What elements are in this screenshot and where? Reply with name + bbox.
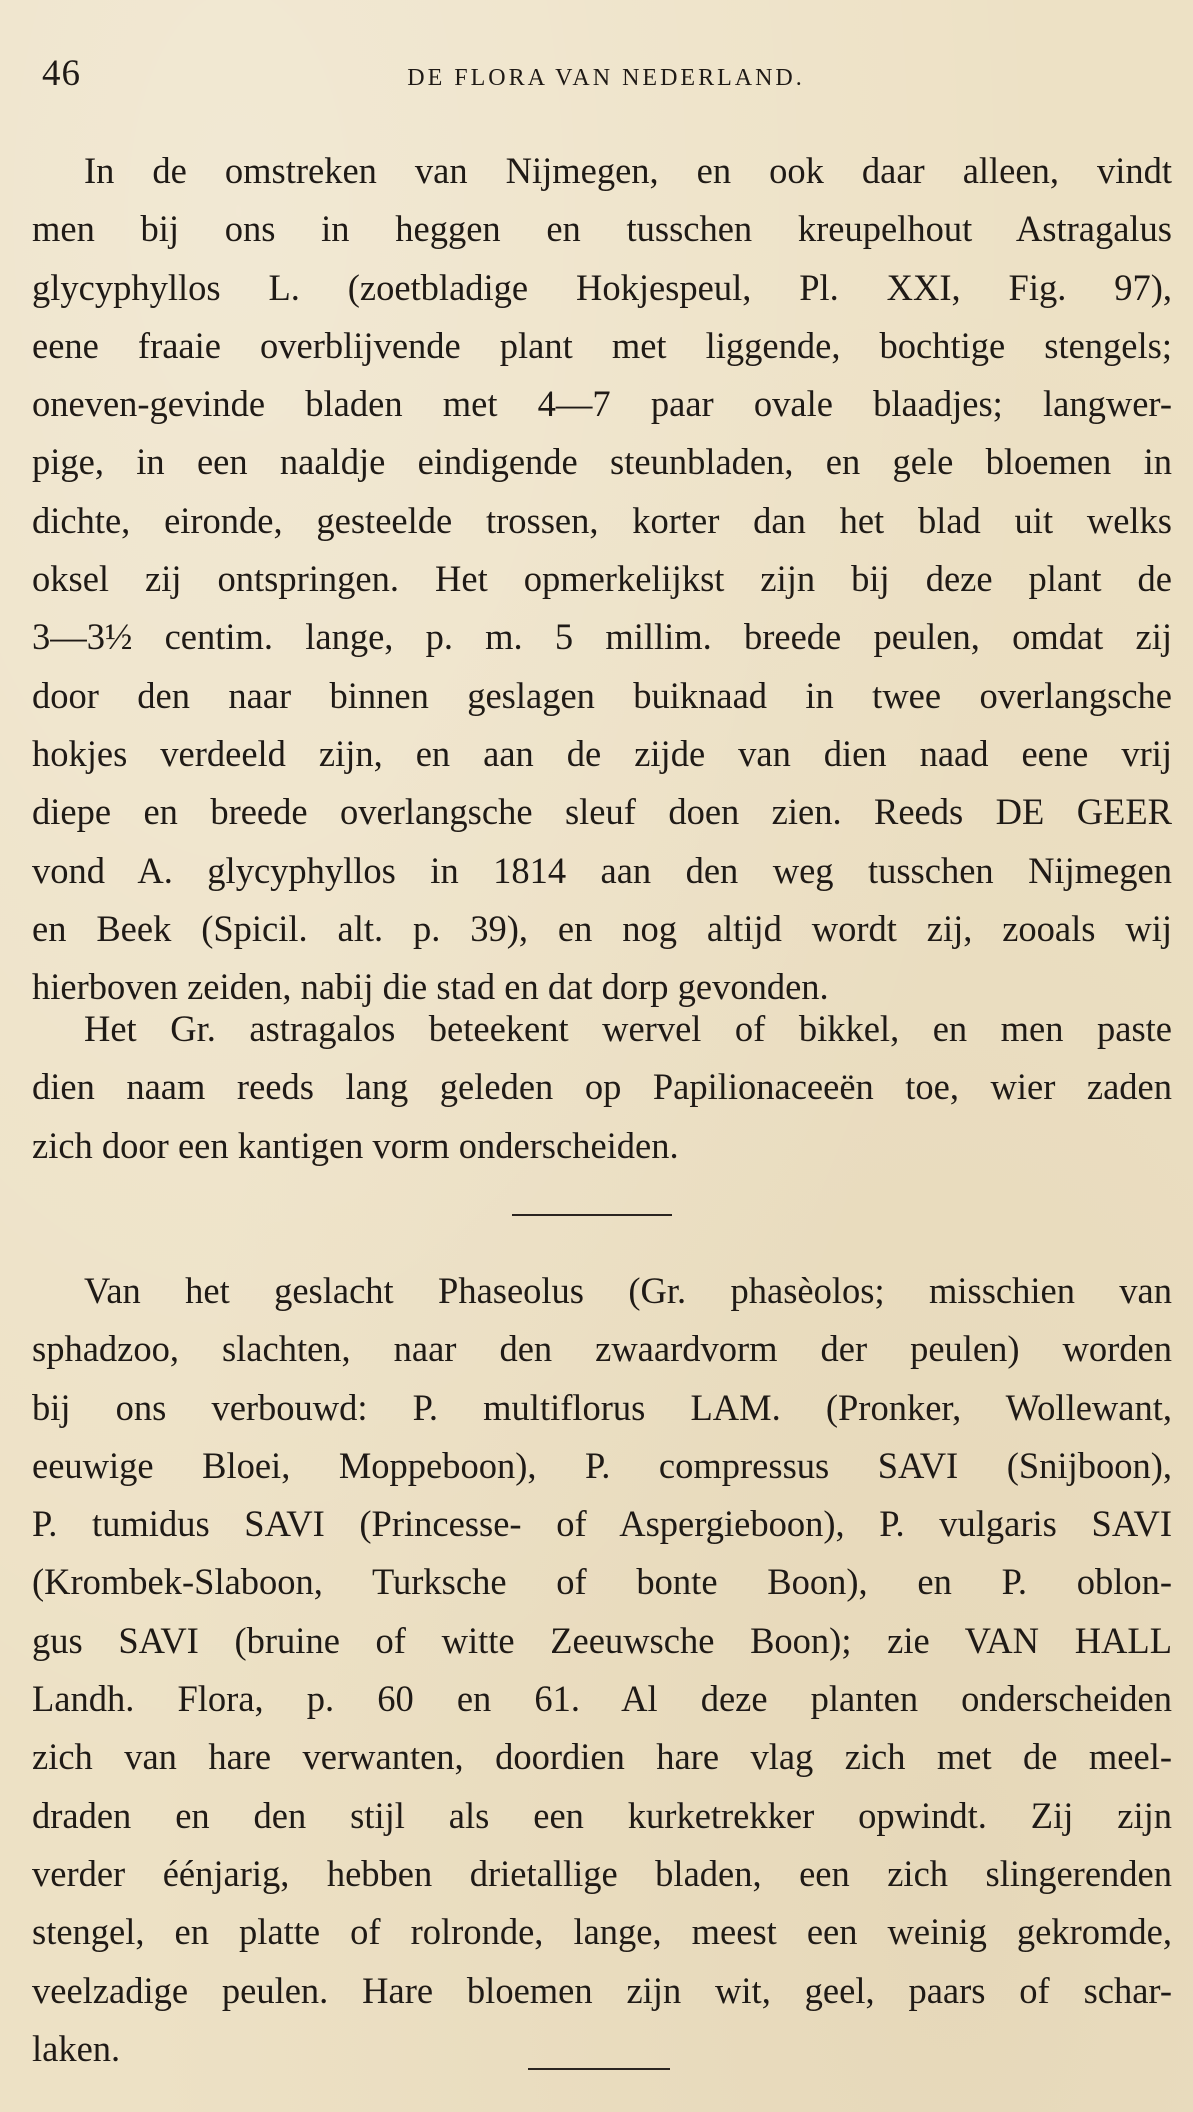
text-line: oneven-gevinde bladen met 4—7 paar ovale blaadjes; langwer-	[32, 383, 1172, 425]
text-line: dichte, eironde, gesteelde trossen, korter dan het blad uit welks	[32, 499, 1172, 541]
text-line: en Beek (Spicil. alt. p. 39), en nog altijd wordt zij, zooals wij	[32, 907, 1172, 949]
text-line: zich door een kantigen vorm onderscheiden.	[32, 1124, 679, 1166]
running-head: DE FLORA VAN NEDERLAND.	[407, 65, 805, 91]
paragraph-etymology	[32, 1000, 1172, 1175]
text-line: Het Gr. astragalos beteekent wervel of bikkel, en men paste	[84, 1008, 1172, 1049]
text-line: draden en den stijl als een kurketrekker opwindt. Zij zijn	[32, 1794, 1172, 1836]
text-line: gus SAVI (bruine of witte Zeeuwsche Boon); zie VAN HALL	[32, 1619, 1172, 1661]
text-line: In de omstreken van Nijmegen, en ook daar alleen, vindt	[84, 150, 1172, 191]
text-line: zich van hare verwanten, doordien hare vlag zich met de meel-	[32, 1736, 1172, 1778]
text-line: pige, in een naaldje eindigende steunbladen, en gele bloemen in	[32, 441, 1172, 483]
page-header	[36, 52, 1176, 102]
text-line: (Krombek-Slaboon, Turksche of bonte Boon), en P. oblon-	[32, 1561, 1172, 1603]
text-line: diepe en breede overlangsche sleuf doen zien. Reeds DE GEER	[32, 791, 1172, 833]
text-line: hokjes verdeeld zijn, en aan de zijde van dien naad eene vrij	[32, 732, 1172, 774]
text-line: sphadzoo, slachten, naar den zwaardvorm der peulen) worden	[32, 1328, 1172, 1370]
text-line: men bij ons in heggen en tusschen kreupelhout Astragalus	[32, 208, 1172, 250]
text-line: oksel zij ontspringen. Het opmerkelijkst zijn bij deze plant de	[32, 558, 1172, 600]
text-line: verder éénjarig, hebben drietallige bladen, een zich slingerenden	[32, 1852, 1172, 1894]
text-line: veelzadige peulen. Hare bloemen zijn wit, geel, paars of schar-	[32, 1969, 1172, 2011]
section-divider	[512, 1214, 672, 1216]
text-line: P. tumidus SAVI (Princesse- of Aspergieboon), P. vulgaris SAVI	[32, 1503, 1172, 1545]
text-line: door den naar binnen geslagen buiknaad in twee overlangsche	[32, 674, 1172, 716]
text-line: stengel, en platte of rolronde, lange, meest een weinig gekromde,	[32, 1911, 1172, 1953]
text-line: Landh. Flora, p. 60 en 61. Al deze planten onderscheiden	[32, 1678, 1172, 1720]
paragraph-astragalus	[32, 142, 1172, 1016]
paragraph-phaseolus	[32, 1262, 1172, 2078]
page-number: 46	[42, 53, 81, 94]
text-line: eene fraaie overblijvende plant met liggende, bochtige stengels;	[32, 324, 1172, 366]
text-line: eeuwige Bloei, Moppeboon), P. compressus SAVI (Snijboon),	[32, 1444, 1172, 1486]
text-line: laken.	[32, 2027, 121, 2069]
end-divider	[528, 2068, 670, 2070]
text-line: vond A. glycyphyllos in 1814 aan den weg tusschen Nijmegen	[32, 849, 1172, 891]
text-line: dien naam reeds lang geleden op Papilionaceeën toe, wier zaden	[32, 1066, 1172, 1108]
text-line: 3—3½ centim. lange, p. m. 5 millim. breede peulen, omdat zij	[32, 616, 1172, 658]
text-line: hierboven zeiden, nabij die stad en dat dorp gevonden.	[32, 966, 829, 1008]
text-line: glycyphyllos L. (zoetbladige Hokjespeul, Pl. XXI, Fig. 97),	[32, 266, 1172, 308]
text-line: Van het geslacht Phaseolus (Gr. phasèolos; misschien van	[84, 1270, 1172, 1311]
text-line: bij ons verbouwd: P. multiflorus LAM. (Pronker, Wollewant,	[32, 1386, 1172, 1428]
